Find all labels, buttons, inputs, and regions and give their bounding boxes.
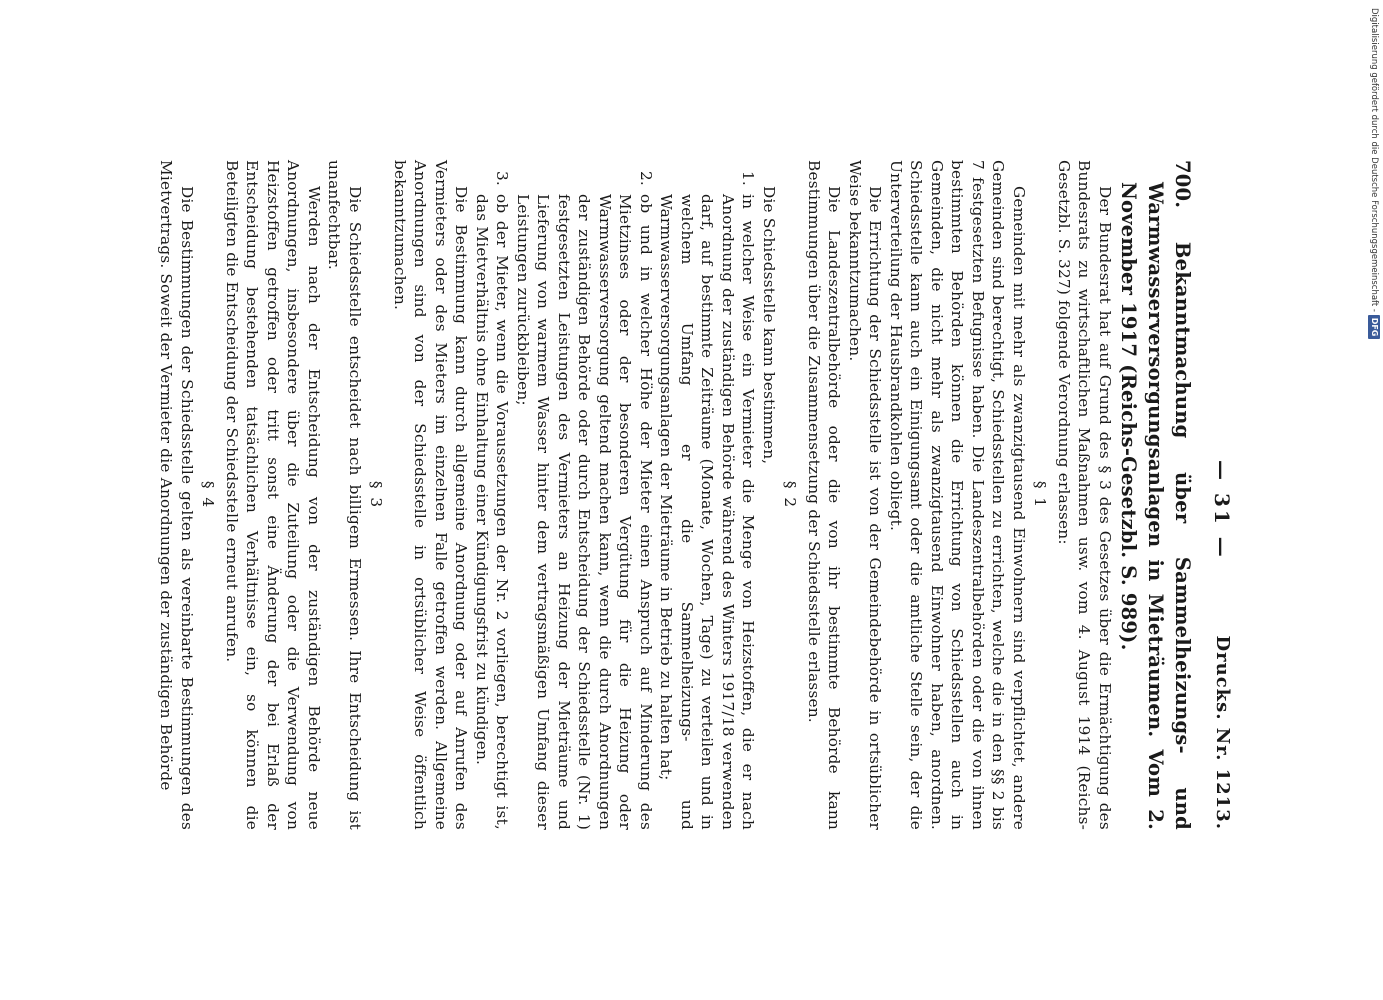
running-head: [1200, 160, 1240, 830]
section-heading: § 1: [1031, 480, 1050, 510]
dfg-watermark: [1368, 8, 1380, 993]
section-3: [222, 160, 387, 830]
page-number: — 31 —: [1210, 460, 1234, 560]
preamble: Der Bundesrat hat auf Grund des § 3 des Gesetzes über die Ermächtigung des Bundesrats zu wirtschaftlichen Maßnahmen usw. vom 4. August 1914 (Reichs-Gesetzbl. S. 327) folgende Verordnung erlassen:: [1055, 160, 1114, 830]
section-2: [390, 160, 801, 830]
section-heading: § 2: [781, 480, 800, 510]
title-text: Bekanntmachung über Sammelheizungs- und Warmwasserversorgungsanlagen in Mieträumen. Vom 2. November 1917 (Reichs-Gesetzbl. S. 989).: [1117, 182, 1194, 831]
section-1: [804, 160, 1051, 830]
list-item-text: ob und in welcher Höhe der Mieter einen Anspruch auf Minderung des Mietzinses oder der besonderen Vergütung für die Heizung oder Warmwasserversorgung geltend machen kann, wenn die durch Anordnungen der zuständigen Behörde oder durch Entscheidung der Schiedsstelle (Nr. 1) festgesetzten Leistungen des Vermieters an Heizung der Mieträume und Lieferung von warmem Wasser hinter dem vertragsmäßigen Umfang dieser Leistungen zurückbleiben;: [514, 194, 655, 830]
paragraph: Die Landeszentralbehörde oder die von ihr bestimmte Behörde kann Bestimmungen über die Zusammensetzung der Schiedsstelle erlassen.: [805, 160, 844, 830]
list-item-number: 1.: [739, 171, 758, 186]
list-item-text: in welcher Weise ein Vermieter die Menge von Heizstoffen, die er nach Anordnung der zuständigen Behörde während des Winters 1917/18 verwenden darf, auf bestimmte Zeiträume (Monate, Wochen, Tage) zu verteilen und in welchem Umfang er die Sammelheizungs- und Warmwasserversorgungsanlagen der Mieträume in Betrieb zu halten hat;: [657, 194, 758, 830]
list-item: [656, 160, 759, 830]
paragraph: Die Schiedsstelle entscheidet nach billigem Ermessen. Ihre Entscheidung ist unanfechtbar.: [325, 160, 364, 830]
list-item: [513, 160, 657, 830]
paragraph: Die Errichtung der Schiedsstelle ist von der Gemeindebehörde in ortsüblicher Weise bekanntzumachen.: [846, 160, 885, 830]
document-title: [1115, 160, 1196, 830]
paragraph: Werden nach der Entscheidung von der zuständigen Behörde neue Anordnungen, insbesondere über die Zuteilung oder die Verwendung von Heizstoffen getroffen oder tritt sonst eine Änderung der bei Erlaß der Entscheidung bestehenden tatsächlichen Verhältnisse ein, so können die Beteiligten die Entscheidung der Schiedsstelle erneut anrufen.: [223, 160, 323, 830]
title-number: 700.: [1171, 160, 1194, 209]
print-number: Drucks. Nr. 1213.: [1212, 635, 1233, 830]
section-intro: Die Schiedsstelle kann bestimmen,: [760, 186, 778, 465]
dfg-logo: DFG: [1368, 315, 1380, 340]
list-item: [472, 160, 513, 830]
section-heading: § 3: [367, 480, 386, 510]
dfg-note-text: Digitalisierung gefördert durch die Deutsche Forschungsgemeinschaft -: [1369, 8, 1379, 312]
section-heading: § 4: [199, 480, 218, 510]
list-item-number: 3.: [493, 171, 512, 186]
paragraph: Die Bestimmung kann durch allgemeine Anordnung oder auf Anrufen des Vermieters oder des Mieters im einzelnen Falle getroffen werden. Allgemeine Anordnungen sind von der Schiedsstelle in ortsüblicher Weise öffentlich bekanntzumachen.: [391, 160, 471, 830]
paragraph: Gemeinden mit mehr als zwanzigtausend Einwohnern sind verpflichtet, andere Gemeinden sind berechtigt, Schiedsstellen zu errichten, welche die in den §§ 2 bis 7 festgesetzten Befugnisse haben. Die Landeszentralbehörden oder die von ihnen bestimmten Behörden können die Errichtung von Schiedsstellen auch in Gemeinden, die nicht mehr als zwanzigtausend Einwohner haben, anordnen. Schiedsstelle kann auch ein Einigungsamt oder die amtliche Stelle sein, der die Unterverteilung der Hausbrandkohlen obliegt.: [887, 160, 1028, 830]
list-item-number: 2.: [637, 171, 655, 186]
list-item-text: ob der Mieter, wenn die Voraussetzungen der Nr. 2 vorliegen, berechtigt ist, das Mietverhältnis ohne Einhaltung einer Kündigungsfrist zu kündigen.: [473, 194, 512, 830]
paragraph: Die Bestimmungen der Schiedsstelle gelten als vereinbarte Bestimmungen des Mietvertrags. Soweit der Vermieter die Anordnungen der zuständigen Behörde: [157, 160, 196, 830]
document-page: [130, 160, 1240, 830]
section-4: [156, 160, 219, 830]
